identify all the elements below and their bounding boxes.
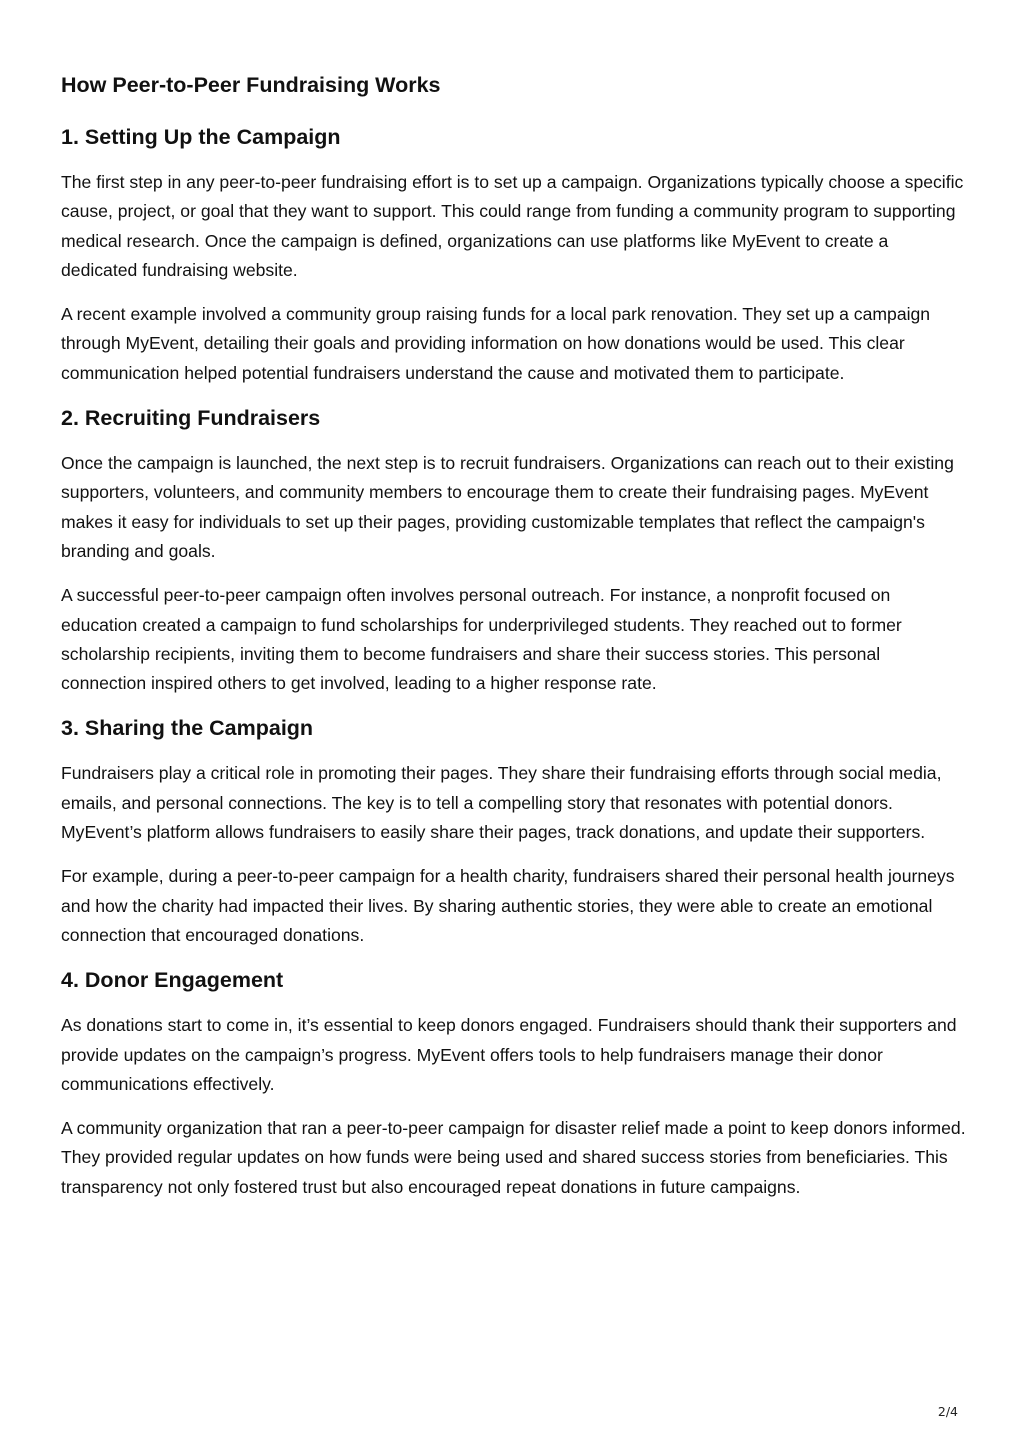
section-heading: 1. Setting Up the Campaign (61, 125, 341, 149)
section-recruiting-fundraisers (61, 403, 966, 698)
paragraph: For example, during a peer-to-peer campaign for a health charity, fundraisers shared their personal health journeys and how the charity had impacted their lives. By sharing authentic stories, they were able to create an emotional connection that encouraged donations. (61, 866, 955, 945)
paragraph: As donations start to come in, it’s essential to keep donors engaged. Fundraisers should thank their supporters and provide updates on the campaign’s progress. MyEvent offers tools to help fundraisers manage their donor communications effectively. (61, 1015, 957, 1094)
paragraph: A recent example involved a community group raising funds for a local park renovation. They set up a campaign through MyEvent, detailing their goals and providing information on how donations would be used. This clear communication helped potential fundraisers understand the cause and motivated them to participate. (61, 304, 931, 383)
section-donor-engagement (61, 965, 966, 1202)
paragraph: Once the campaign is launched, the next step is to recruit fundraisers. Organizations can reach out to their existing supporters, volunteers, and community members to encourage them to create their fundraising pages. MyEvent makes it easy for individuals to set up their pages, providing customizable templates that reflect the campaign's branding and goals. (61, 453, 954, 561)
paragraph: A successful peer-to-peer campaign often involves personal outreach. For instance, a nonprofit focused on education created a campaign to fund scholarships for underprivileged students. They reached out to former scholarship recipients, inviting them to become fundraisers and share their success stories. This personal connection inspired others to get involved, leading to a higher response rate. (61, 585, 902, 694)
paragraph: The first step in any peer-to-peer fundraising effort is to set up a campaign. Organizations typically choose a specific cause, project, or goal that they want to support. This could range from funding a community program to supporting medical research. Once the campaign is defined, organizations can use platforms like MyEvent to create a dedicated fundraising website. (61, 172, 964, 280)
document-body (61, 70, 966, 1217)
section-heading: 4. Donor Engagement (61, 968, 284, 993)
page-number: 2/4 (937, 1404, 958, 1419)
section-setting-up-campaign (61, 122, 966, 388)
section-sharing-campaign (61, 713, 966, 950)
section-heading: 3. Sharing the Campaign (61, 716, 314, 741)
section-heading: 2. Recruiting Fundraisers (61, 406, 321, 431)
paragraph: Fundraisers play a critical role in promoting their pages. They share their fundraising efforts through social media, emails, and personal connections. The key is to tell a compelling story that resonates with potential donors. MyEvent’s platform allows fundraisers to easily share their pages, track donations, and update their supporters. (61, 763, 942, 843)
document-title: How Peer-to-Peer Fundraising Works (61, 73, 441, 97)
paragraph: A community organization that ran a peer-to-peer campaign for disaster relief made a point to keep donors informed. They provided regular updates on how funds were being used and shared success stories from beneficiaries. This transparency not only fostered trust but also encouraged repeat donations in future campaigns. (61, 1118, 966, 1197)
